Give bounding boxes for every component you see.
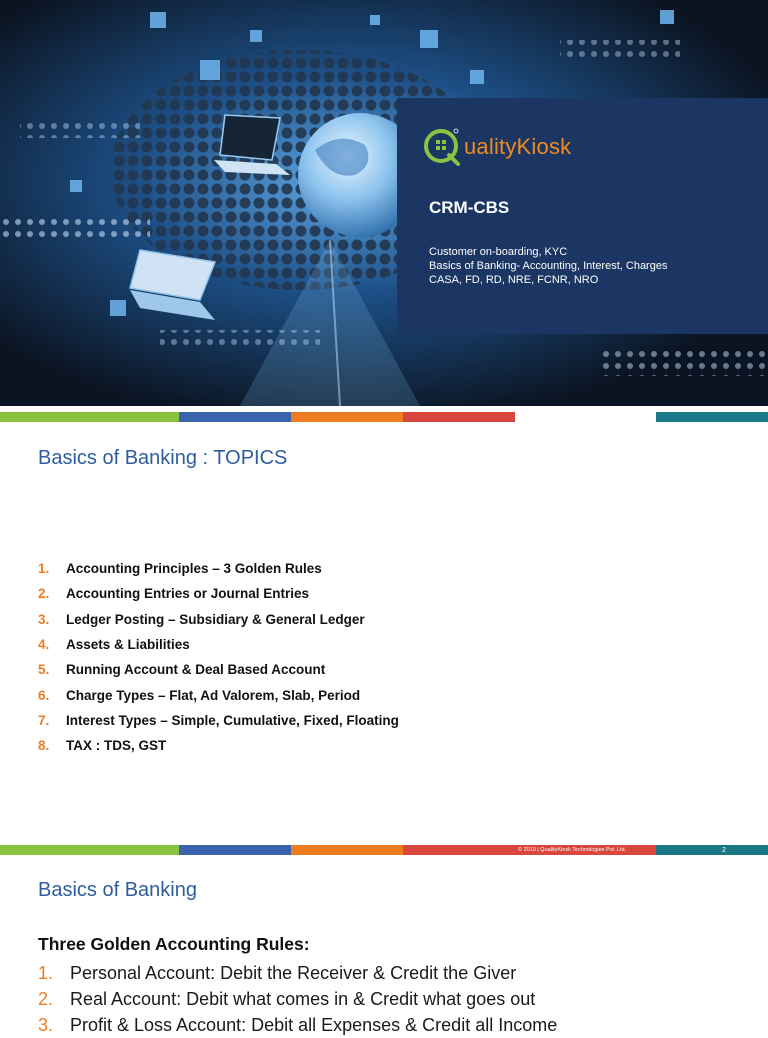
list-number: 1. bbox=[38, 962, 54, 983]
list-item bbox=[38, 986, 557, 1012]
list-number: 8. bbox=[38, 738, 50, 754]
stripe-orange bbox=[291, 845, 403, 855]
list-text: Real Account: Debit what comes in & Credit what goes out bbox=[70, 988, 536, 1009]
page-number: 2 bbox=[722, 847, 726, 854]
list-number: 6. bbox=[38, 687, 50, 703]
list-item bbox=[38, 960, 557, 986]
cover-slide bbox=[0, 0, 768, 406]
list-number: 3. bbox=[38, 1014, 54, 1035]
list-number: 2. bbox=[38, 988, 54, 1009]
list-item bbox=[38, 657, 399, 682]
list-text: Interest Types – Simple, Cumulative, Fixed, Floating bbox=[66, 712, 399, 728]
rules-heading: Three Golden Accounting Rules: bbox=[38, 934, 310, 954]
list-item bbox=[38, 1012, 557, 1038]
stripe-red bbox=[403, 412, 515, 422]
list-text: Profit & Loss Account: Debit all Expenses & Credit all Income bbox=[70, 1014, 558, 1035]
rules-list bbox=[38, 960, 557, 1038]
list-item bbox=[38, 708, 399, 733]
list-number: 4. bbox=[38, 637, 50, 653]
slide-title: Basics of Banking bbox=[38, 879, 197, 901]
list-text: Ledger Posting – Subsidiary & General Ledger bbox=[66, 611, 365, 627]
stripe-teal bbox=[656, 845, 768, 855]
stripe-orange bbox=[291, 412, 403, 422]
stripe-blue bbox=[179, 845, 291, 855]
list-text: Assets & Liabilities bbox=[66, 637, 190, 653]
qualitykiosk-logo bbox=[422, 126, 571, 168]
color-stripe-footer bbox=[0, 845, 768, 855]
list-number: 2. bbox=[38, 586, 50, 602]
stripe-red bbox=[403, 845, 515, 855]
list-text: Personal Account: Debit the Receiver & Credit the Giver bbox=[70, 962, 517, 983]
logo-text: ualityKiosk bbox=[464, 134, 572, 159]
list-item bbox=[38, 632, 399, 657]
color-stripe-top bbox=[0, 412, 768, 422]
subtitle-line: Customer on-boarding, KYC bbox=[429, 246, 568, 258]
topics-list bbox=[38, 556, 399, 758]
list-text: Charge Types – Flat, Ad Valorem, Slab, Period bbox=[66, 687, 361, 703]
subtitle-line: Basics of Banking- Accounting, Interest, Charges bbox=[429, 260, 668, 272]
deck-title: CRM-CBS bbox=[429, 198, 510, 217]
list-item bbox=[38, 607, 399, 632]
list-number: 1. bbox=[38, 561, 50, 577]
slide-title: Basics of Banking : TOPICS bbox=[38, 447, 288, 469]
subtitle-line: CASA, FD, RD, NRE, FCNR, NRO bbox=[429, 274, 599, 286]
stripe-green bbox=[0, 412, 179, 422]
deck-subtitle bbox=[429, 245, 667, 287]
list-number: 3. bbox=[38, 611, 50, 627]
stripe-blue bbox=[179, 412, 291, 422]
stripe-green bbox=[0, 845, 179, 855]
list-item bbox=[38, 581, 399, 606]
list-item bbox=[38, 556, 399, 581]
list-number: 7. bbox=[38, 712, 50, 728]
stripe-teal bbox=[656, 412, 768, 422]
footer-copyright: © 2019 | QualityKiosk Technologies Pvt. Ltd. bbox=[518, 847, 627, 853]
list-text: Running Account & Deal Based Account bbox=[66, 662, 326, 678]
list-item bbox=[38, 733, 399, 758]
list-text: Accounting Entries or Journal Entries bbox=[66, 586, 310, 602]
list-text: Accounting Principles – 3 Golden Rules bbox=[66, 561, 322, 577]
title-card bbox=[397, 98, 768, 334]
list-number: 5. bbox=[38, 662, 50, 678]
list-item bbox=[38, 682, 399, 707]
logo-q-icon bbox=[422, 126, 462, 168]
list-text: TAX : TDS, GST bbox=[66, 738, 167, 754]
